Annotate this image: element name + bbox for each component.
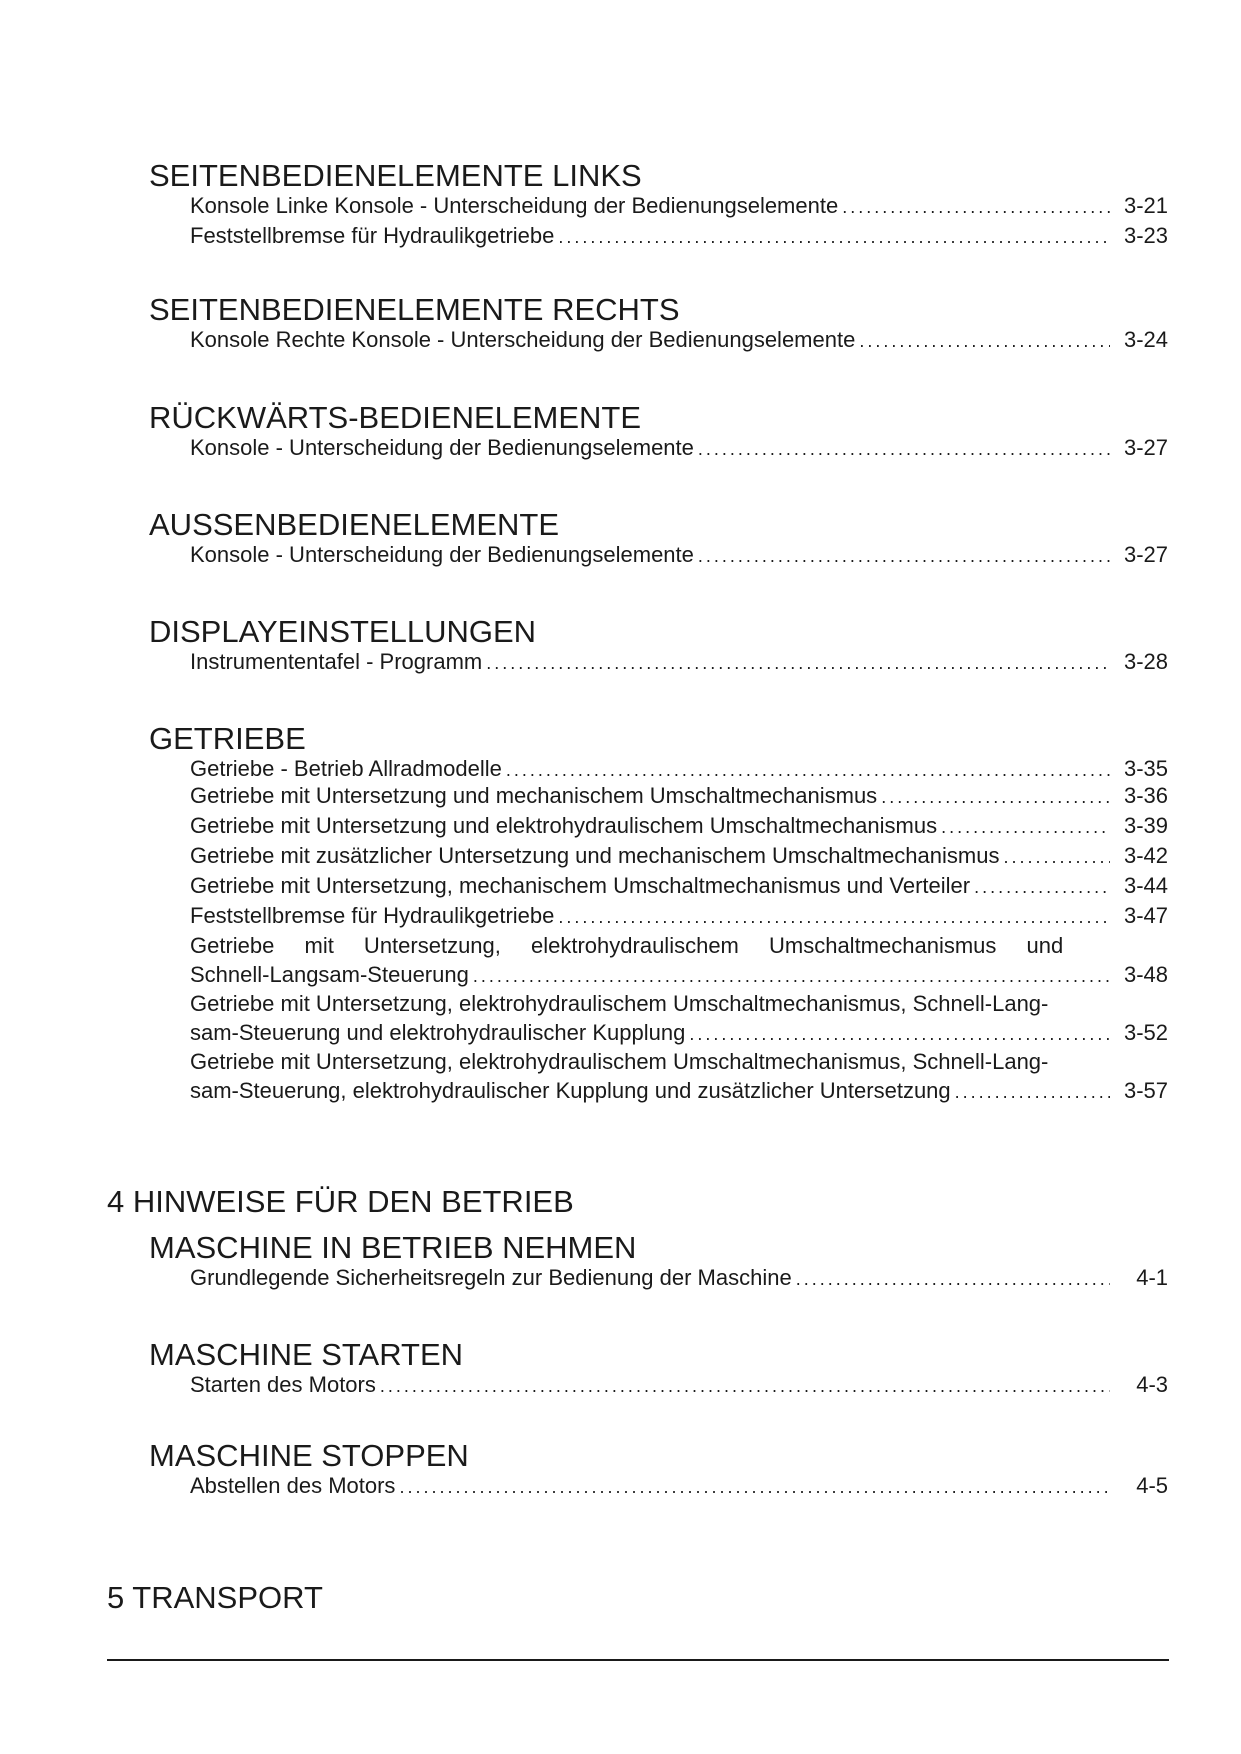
page-number: 4-1 bbox=[1136, 1265, 1168, 1290]
entry-text: Feststellbremse für Hydraulikgetriebe bbox=[190, 223, 555, 248]
entry-text: Konsole - Unterscheidung der Bedienungselemente bbox=[190, 435, 694, 460]
page-number: 3-48 bbox=[1123, 962, 1168, 987]
dot-leader bbox=[689, 1020, 1110, 1049]
toc-entry[interactable] bbox=[190, 647, 1168, 676]
page-number: 3-44 bbox=[1123, 873, 1168, 898]
section-title: MASCHINE STOPPEN bbox=[149, 1438, 469, 1473]
toc-entry[interactable] bbox=[190, 433, 1168, 462]
section-title: AUSSENBEDIENELEMENTE bbox=[149, 507, 559, 542]
page-number: 3-27 bbox=[1123, 542, 1168, 567]
entry-text: sam-Steuerung und elektrohydraulischer Kupplung bbox=[190, 1020, 686, 1045]
page-number: 4-3 bbox=[1136, 1372, 1168, 1397]
section-title: RÜCKWÄRTS-BEDIENELEMENTE bbox=[149, 400, 642, 435]
entry-text: Starten des Motors bbox=[190, 1372, 376, 1397]
page-number: 3-39 bbox=[1123, 813, 1168, 838]
dot-leader bbox=[881, 783, 1110, 812]
dot-leader bbox=[399, 1473, 1110, 1502]
entry-text: Getriebe - Betrieb Allradmodelle bbox=[190, 756, 502, 781]
dot-leader bbox=[842, 193, 1110, 222]
dot-leader bbox=[473, 962, 1110, 991]
toc-entry[interactable] bbox=[190, 901, 1168, 930]
entry-text: Getriebe mit Untersetzung, mechanischem Umschaltmechanismus und Verteiler bbox=[190, 873, 971, 898]
entry-text-line1: Getriebe mit Untersetzung, elektrohydraulischem Umschaltmechanismus und bbox=[190, 933, 1064, 958]
entry-text: sam-Steuerung, elektrohydraulischer Kupplung und zusätzlicher Untersetzung bbox=[190, 1078, 951, 1103]
toc-entry[interactable] bbox=[190, 871, 1168, 900]
section-title: SEITENBEDIENELEMENTE LINKS bbox=[149, 158, 642, 193]
dot-leader bbox=[698, 435, 1110, 464]
entry-text-line1: Getriebe mit Untersetzung, elektrohydraulischem Umschaltmechanismus, Schnell-Lang- bbox=[190, 1049, 1049, 1074]
toc-entry[interactable] bbox=[190, 811, 1168, 840]
page-number: 4-5 bbox=[1136, 1473, 1168, 1498]
toc-entry[interactable] bbox=[190, 989, 1168, 1047]
page-number: 3-36 bbox=[1123, 783, 1168, 808]
dot-leader bbox=[796, 1265, 1110, 1294]
page-number: 3-27 bbox=[1123, 435, 1168, 460]
chapter-title: 5 TRANSPORT bbox=[107, 1580, 323, 1615]
dot-leader bbox=[558, 223, 1110, 252]
dot-leader bbox=[380, 1372, 1110, 1401]
entry-text: Getriebe mit zusätzlicher Untersetzung und mechanischem Umschaltmechanismus bbox=[190, 843, 1000, 868]
section-title: DISPLAYEINSTELLUNGEN bbox=[149, 614, 537, 649]
section-title: SEITENBEDIENELEMENTE RECHTS bbox=[149, 292, 680, 327]
entry-text: Feststellbremse für Hydraulikgetriebe bbox=[190, 903, 555, 928]
toc-entry[interactable] bbox=[190, 841, 1168, 870]
page-number: 3-47 bbox=[1123, 903, 1168, 928]
dot-leader bbox=[486, 649, 1110, 678]
entry-text: Konsole Rechte Konsole - Unterscheidung der Bedienungselemente bbox=[190, 327, 856, 352]
page-number: 3-23 bbox=[1123, 223, 1168, 248]
page-number: 3-42 bbox=[1123, 843, 1168, 868]
dot-leader bbox=[1003, 843, 1110, 872]
dot-leader bbox=[698, 542, 1110, 571]
toc-entry[interactable] bbox=[190, 540, 1168, 569]
entry-text: Grundlegende Sicherheitsregeln zur Bedienung der Maschine bbox=[190, 1265, 792, 1290]
entry-text: Schnell-Langsam-Steuerung bbox=[190, 962, 469, 987]
dot-leader bbox=[974, 873, 1110, 902]
entry-text: Getriebe mit Untersetzung und mechanischem Umschaltmechanismus bbox=[190, 783, 878, 808]
entry-text: Getriebe mit Untersetzung und elektrohydraulischem Umschaltmechanismus bbox=[190, 813, 938, 838]
dot-leader bbox=[558, 903, 1110, 932]
footer-rule bbox=[107, 1659, 1169, 1661]
page-number: 3-24 bbox=[1123, 327, 1168, 352]
dot-leader bbox=[955, 1078, 1110, 1107]
page-number: 3-52 bbox=[1123, 1020, 1168, 1045]
page-number: 3-35 bbox=[1123, 756, 1168, 781]
section-title: MASCHINE IN BETRIEB NEHMEN bbox=[149, 1230, 637, 1265]
page-number: 3-57 bbox=[1123, 1078, 1168, 1103]
entry-text: Instrumententafel - Programm bbox=[190, 649, 483, 674]
page-number: 3-21 bbox=[1123, 193, 1168, 218]
toc-entry[interactable] bbox=[190, 191, 1168, 220]
toc-entry[interactable] bbox=[190, 325, 1168, 354]
dot-leader bbox=[859, 327, 1110, 356]
toc-entry[interactable] bbox=[190, 931, 1168, 989]
entry-text-line1: Getriebe mit Untersetzung, elektrohydraulischem Umschaltmechanismus, Schnell-Lang- bbox=[190, 991, 1049, 1016]
section-title: GETRIEBE bbox=[149, 721, 306, 756]
entry-text: Abstellen des Motors bbox=[190, 1473, 396, 1498]
section-title: MASCHINE STARTEN bbox=[149, 1337, 464, 1372]
dot-leader bbox=[941, 813, 1110, 842]
toc-entry[interactable] bbox=[190, 1263, 1168, 1292]
entry-text: Konsole Linke Konsole - Unterscheidung der Bedienungselemente bbox=[190, 193, 839, 218]
chapter-title: 4 HINWEISE FÜR DEN BETRIEB bbox=[107, 1184, 574, 1219]
toc-entry[interactable] bbox=[190, 1471, 1168, 1500]
entry-text: Konsole - Unterscheidung der Bedienungselemente bbox=[190, 542, 694, 567]
page-number: 3-28 bbox=[1123, 649, 1168, 674]
toc-entry[interactable] bbox=[190, 1047, 1168, 1105]
toc-entry[interactable] bbox=[190, 781, 1168, 810]
toc-entry[interactable] bbox=[190, 1370, 1168, 1399]
toc-entry[interactable] bbox=[190, 221, 1168, 250]
toc-entry[interactable] bbox=[190, 754, 1168, 783]
